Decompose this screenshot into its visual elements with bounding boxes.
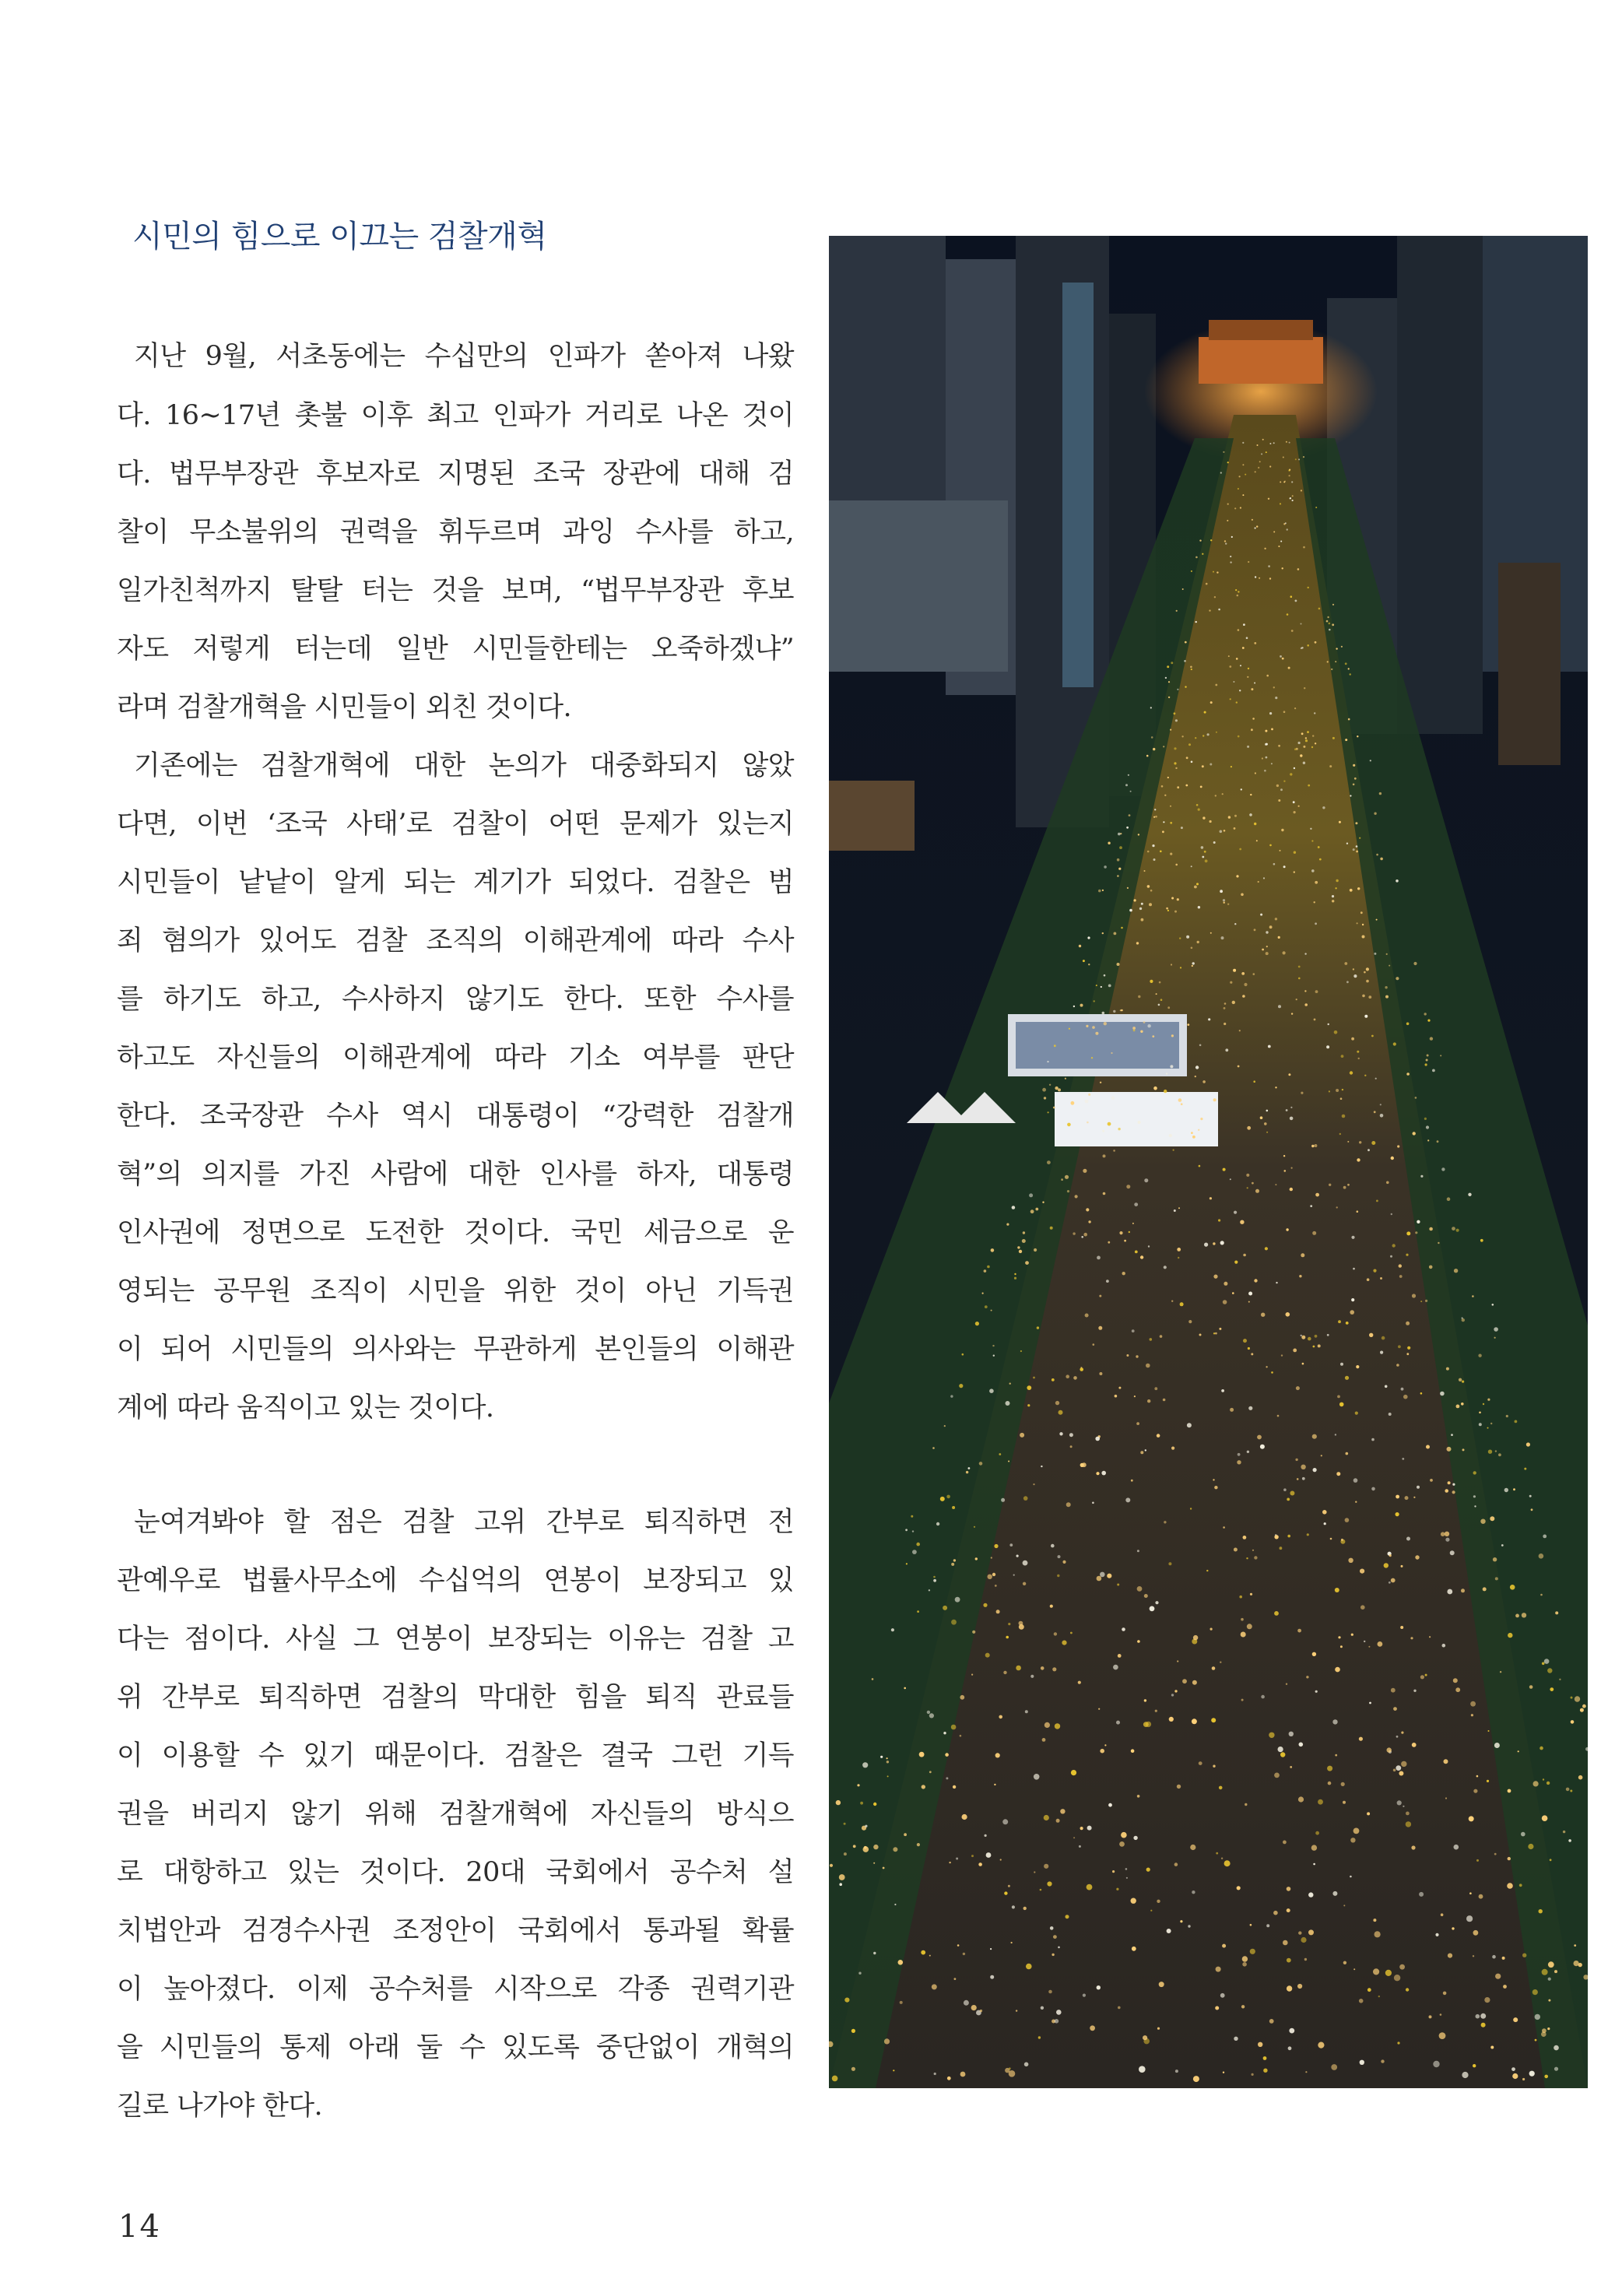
body-line: 시민들이 낱낱이 알게 되는 계기가 되었다. 검찰은 범 <box>117 867 794 898</box>
body-line: 권을 버리지 않기 위해 검찰개혁에 자신들의 방식으 <box>117 1799 794 1830</box>
body-line: 찰이 무소불위의 권력을 휘두르며 과잉 수사를 하고, <box>117 517 794 548</box>
body-line: 를 하기도 하고, 수사하지 않기도 한다. 또한 수사를 <box>117 984 794 1015</box>
body-line: 기존에는 검찰개혁에 대한 논의가 대중화되지 않았 <box>134 750 794 781</box>
body-line: 하고도 자신들의 이해관계에 따라 기소 여부를 판단 <box>117 1042 794 1073</box>
body-line: 일가친척까지 탈탈 터는 것을 보며, “법무부장관 후보 <box>117 575 794 606</box>
body-line: 치법안과 검경수사권 조정안이 국회에서 통과될 확률 <box>117 1915 794 1947</box>
gate-building <box>1199 337 1323 384</box>
body-line: 혁”의 의지를 가진 사람에 대한 인사를 하자, 대통령 <box>117 1159 794 1190</box>
body-line: 다면, 이번 ‘조국 사태’로 검찰이 어떤 문제가 있는지 <box>117 809 794 840</box>
body-line: 다. 16~17년 촛불 이후 최고 인파가 거리로 나온 것이 <box>117 400 794 431</box>
body-line: 길로 나가야 한다. <box>117 2091 323 2122</box>
body-line: 로 대항하고 있는 것이다. 20대 국회에서 공수처 설 <box>117 1857 794 1888</box>
body-line: 다. 법무부장관 후보자로 지명된 조국 장관에 대해 검 <box>117 458 794 490</box>
body-line: 죄 혐의가 있어도 검찰 조직의 이해관계에 따라 수사 <box>117 925 794 957</box>
body-line: 인사권에 정면으로 도전한 것이다. 국민 세금으로 운 <box>117 1217 794 1248</box>
section-title: 시민의 힘으로 이끄는 검찰개혁 <box>132 219 547 255</box>
body-line: 이 높아졌다. 이제 공수처를 시작으로 각종 권력기관 <box>117 1974 794 2005</box>
body-line: 을 시민들의 통제 아래 둘 수 있도록 중단없이 개혁의 <box>117 2032 794 2063</box>
body-line: 영되는 공무원 조직이 시민을 위한 것이 아닌 기득권 <box>117 1276 794 1307</box>
page-number: 14 <box>118 2209 161 2245</box>
body-line: 지난 9월, 서초동에는 수십만의 인파가 쏟아져 나왔 <box>134 341 794 372</box>
body-line: 관예우로 법률사무소에 수십억의 연봉이 보장되고 있 <box>117 1565 794 1596</box>
body-line: 이 이용할 수 있기 때문이다. 검찰은 결국 그런 기득 <box>117 1740 794 1771</box>
body-line: 눈여겨봐야 할 점은 검찰 고위 간부로 퇴직하면 전 <box>134 1507 794 1538</box>
candlelight-rally-crowd-photo <box>829 236 1588 2088</box>
body-line: 위 간부로 퇴직하면 검찰의 막대한 힘을 퇴직 관료들 <box>117 1682 794 1713</box>
body-line: 계에 따라 움직이고 있는 것이다. <box>117 1392 494 1424</box>
crowd-photo-illustration <box>829 236 1588 2088</box>
body-line: 한다. 조국장관 수사 역시 대통령이 “강력한 검찰개 <box>117 1101 794 1132</box>
body-line: 라며 검찰개혁을 시민들이 외친 것이다. <box>117 692 571 723</box>
body-line: 이 되어 시민들의 의사와는 무관하게 본인들의 이해관 <box>117 1334 794 1365</box>
body-line: 다는 점이다. 사실 그 연봉이 보장되는 이유는 검찰 고 <box>117 1624 794 1655</box>
body-line: 자도 저렇게 터는데 일반 시민들한테는 오죽하겠냐” <box>117 634 794 665</box>
